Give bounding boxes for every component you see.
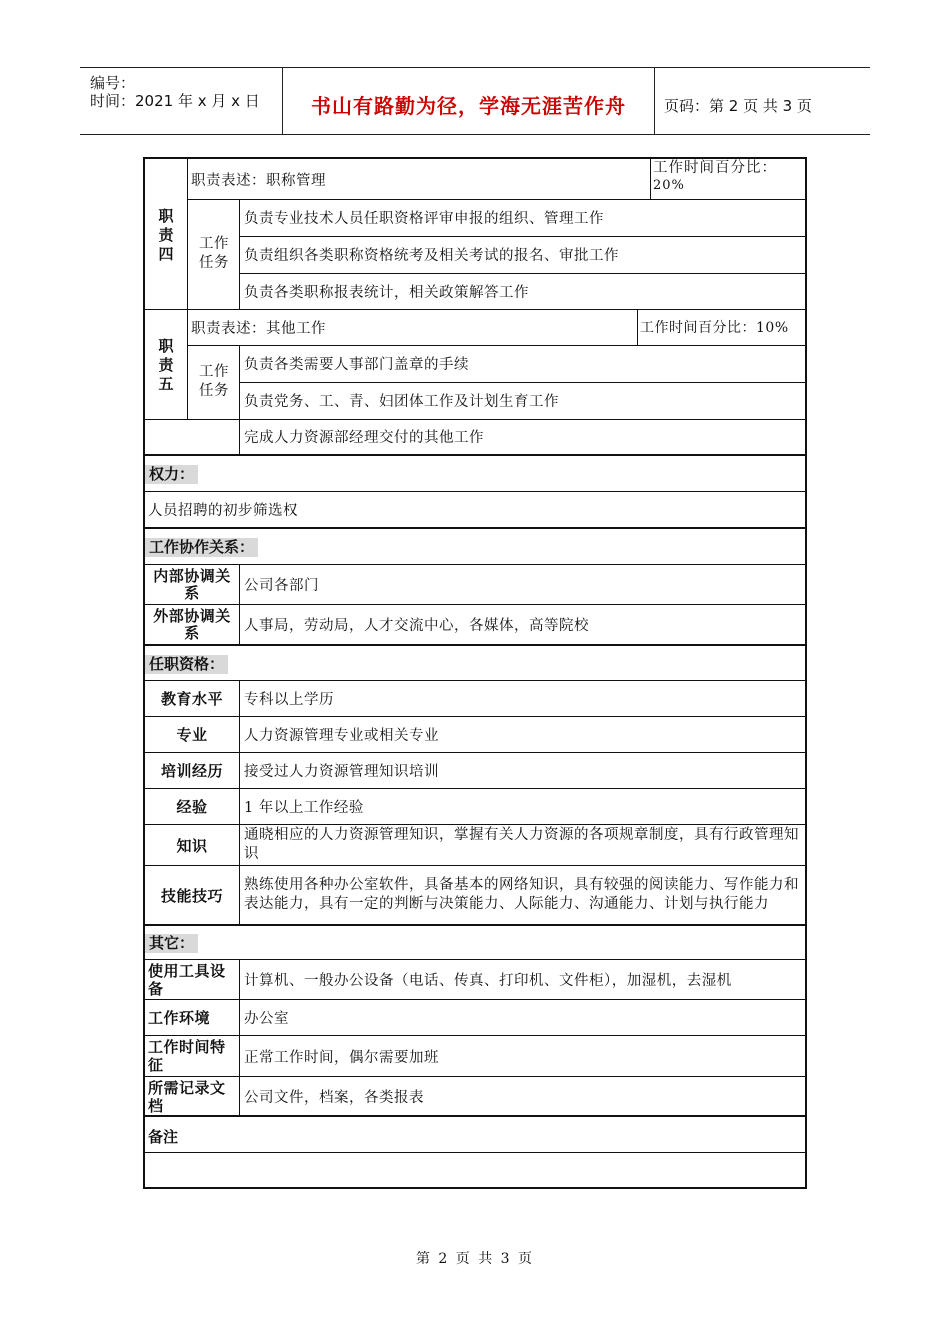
qualification-value: 专科以上学历 <box>244 692 334 708</box>
others-label: 使用工具设备 <box>148 961 226 998</box>
duty4-task-label: 工作任务 <box>199 236 229 271</box>
header-divider <box>654 67 655 135</box>
duty5-label: 职责五 <box>158 337 174 393</box>
qualification-value: 熟练使用各种办公室软件，具备基本的网络知识，具有较强的阅读能力、写作能力和表达能力，具有一定的判断与决策能力、人际能力、沟通能力、计划与执行能力 <box>244 877 799 912</box>
header-top-rule <box>80 67 870 68</box>
duty4-label: 职责四 <box>158 207 174 263</box>
grid-line <box>145 1115 807 1117</box>
notes-content <box>148 1153 804 1187</box>
authority-title: 权力： <box>145 465 198 484</box>
grid-line <box>145 644 807 646</box>
duty4-task: 负责各类职称报表统计，相关政策解答工作 <box>244 284 529 301</box>
duty5-task: 完成人力资源部经理交付的其他工作 <box>244 430 484 446</box>
others-label: 所需记录文档 <box>148 1078 226 1115</box>
others-title: 其它： <box>145 934 198 953</box>
duty4-description: 职责表述：职称管理 <box>191 172 326 189</box>
duty4-task: 负责专业技术人员任职资格评审申报的组织、管理工作 <box>244 211 604 227</box>
grid-line <box>650 159 651 199</box>
grid-line <box>187 309 188 419</box>
authority-content: 人员招聘的初步筛选权 <box>148 503 298 519</box>
others-label: 工作环境 <box>148 1009 211 1027</box>
notes-title: 备注 <box>148 1128 179 1146</box>
relations-title: 工作协作关系： <box>145 538 258 557</box>
others-value: 公司文件，档案，各类报表 <box>244 1090 424 1106</box>
duty4-task: 负责组织各类职称资格统考及相关考试的报名、审批工作 <box>244 248 619 264</box>
header-page-info: 页码：第 2 页 共 3 页 <box>664 97 812 115</box>
grid-line <box>145 454 807 456</box>
duty5-time-percent: 工作时间百分比：10% <box>640 320 789 336</box>
qualification-label: 经验 <box>176 798 208 816</box>
others-value: 正常工作时间，偶尔需要加班 <box>244 1049 439 1066</box>
qualification-label: 培训经历 <box>160 762 223 780</box>
qualification-value: 通晓相应的人力资源管理知识，掌握有关人力资源的各项规章制度，具有行政管理知识 <box>244 827 799 862</box>
duty4-time-percent-value: 20% <box>653 178 685 193</box>
grid-line <box>239 345 240 455</box>
duty5-description: 职责表述：其他工作 <box>191 320 326 337</box>
header-motto: 书山有路勤为径，学海无涯苦作舟 <box>311 94 626 118</box>
others-value: 办公室 <box>244 1011 289 1027</box>
duty4-time-percent <box>653 160 808 198</box>
grid-line <box>239 959 240 1116</box>
duty5-task: 负责各类需要人事部门盖章的手续 <box>244 357 469 373</box>
external-relations-value: 人事局，劳动局，人才交流中心，各媒体，高等院校 <box>244 618 589 634</box>
internal-relations-label: 内部协调关系 <box>153 566 231 602</box>
external-relations-label: 外部协调关系 <box>153 606 231 642</box>
grid-line <box>239 199 240 309</box>
job-description-table <box>143 157 807 1189</box>
qualification-label: 技能技巧 <box>160 886 223 905</box>
qualification-label: 教育水平 <box>160 690 223 708</box>
qualification-label: 专业 <box>176 726 208 744</box>
page-footer: 第 2 页 共 3 页 <box>415 1251 535 1267</box>
internal-relations-value: 公司各部门 <box>244 578 319 594</box>
grid-line <box>187 159 188 309</box>
duty4-time-percent-label: 工作时间百分比： <box>653 160 777 176</box>
others-label: 工作时间特征 <box>148 1038 226 1074</box>
qualification-value: 1 年以上工作经验 <box>244 800 364 816</box>
duty5-task: 负责党务、工、青、妇团体工作及计划生育工作 <box>244 394 559 410</box>
qualification-value: 人力资源管理专业或相关专业 <box>244 728 439 744</box>
document-number-label: 编号： <box>90 74 136 92</box>
others-value: 计算机、一般办公设备（电话、传真、打印机、文件柜），加湿机，去湿机 <box>244 973 732 989</box>
header-bottom-rule <box>80 134 870 135</box>
qualifications-title: 任职资格： <box>145 655 228 674</box>
duty5-task-label: 工作任务 <box>199 364 229 399</box>
grid-line <box>145 527 807 529</box>
document-date: 时间：2021 年 x 月 x 日 <box>90 92 260 110</box>
grid-line <box>637 309 638 345</box>
qualification-value: 接受过人力资源管理知识培训 <box>244 764 439 780</box>
qualification-label: 知识 <box>176 836 208 855</box>
grid-line <box>145 924 807 926</box>
